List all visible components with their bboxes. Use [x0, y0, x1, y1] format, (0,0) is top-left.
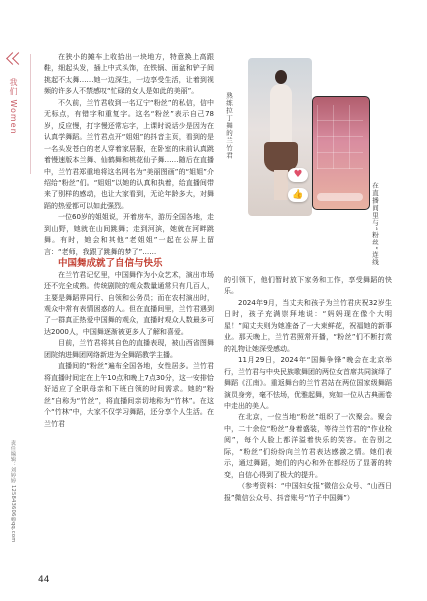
thumbs-up-icon: 👍: [288, 188, 308, 202]
double-chevron-icon: [6, 52, 24, 66]
paragraph: 在狭小的摊车上收拾出一块地方，特意换上高跟鞋，细起头发，插上中式头饰，在铁锅、面盆和铲子间挑起不太舞……她一边深生，一边享受生活，让着到视频的许多人不禁感叹“忙碌的女人是如此的美丽”。: [44, 53, 214, 96]
paragraph: 11月29日，2024年“国舞争锋”晚会在北京举行，兰竹君与中央民族歌舞团的两位女首席共同演绎了舞蹈《江南》。重返舞台的兰竹君站在两位国家级舞蹈演员身旁，毫不怯场，优雅起舞，宛如一位从古典画卷中走出的美人。: [224, 356, 392, 410]
margin-divider: [30, 54, 31, 174]
paragraph: 直播间的“粉丝”遍布全国各地，女性居多。兰竹君将直播时间定在上午10点和晚上7点30分，这一安排恰好适应了全职母亲和下班白领的时间需求。她的“粉丝”自称为“竹丝”，将直播间亲切地称为“竹林”。在这个“竹林”中，大家不仅学习舞蹈，还分享个人生活。在兰竹君: [44, 362, 214, 428]
left-article-column: [44, 52, 214, 430]
paragraph: 2024年9月，当丈夫和孩子为兰竹君庆祝32岁生日时，孩子充满崇拜地说：“妈妈现在像个大明星！”闻丈夫则为她准备了一大束鲜花，祝福她的新事业。那天晚上，兰竹君照常开播，“粉丝”们不断打赏的礼物让她深受感动。: [224, 298, 392, 353]
paragraph: 不久前，兰竹君收到一名辽宁“粉丝”的私信，信中无标点，有错字和重复字。这名“粉丝”表示自己78岁，反应慢，打字慢还常忘字，上课时说话少是因为在认真学舞蹈。兰竹君点开“姐姐”的抖音主页，看到的是一名头发苍白的老人穿着家居服，在卧室的床前认真跳着慢速版本兰舞、仙鹤舞和桃花仙子舞……随后在直播中，兰竹君郑重地将这名网名为“美丽图画”的“姐姐”介绍给“粉丝”们。“姐姐”以她的认真和执着，给直播间带来了别样的感动，也让大家看到，无论年龄多大，对舞蹈的热爱都可以如此强烈。: [44, 98, 214, 210]
photo-caption-right: 在直播间里与“粉丝”连线: [371, 182, 379, 266]
section-heading: 中国舞成就了自信与快乐: [58, 258, 163, 270]
livestream-phone-photo: [312, 96, 370, 210]
column-label: 我们 Women: [9, 78, 18, 135]
editor-credit: 责任编辑：刘婷婷 125843606@qq.com: [10, 440, 16, 543]
paragraph: 目前，兰竹君将其自色的直播表现，被山西省图舞团院纳进舞团网络新进为全舞蹈教学主播。: [44, 339, 214, 359]
paragraph: 在兰竹君记忆里，中国舞作为小众艺术，演出市场还不完全成熟。传统剧院的观众数量通常只有几百人，主要是舞蹈界同行、自领和公务员；而在农村演出时，观众中常有表情困惑的人。但在直播间里，兰竹君遇到了一群真正热爱中国舞的观众，直播时观众人数最多可达2000人，中国舞逐渐被更多人了解和喜爱。: [44, 270, 214, 336]
right-article-column: [224, 275, 392, 504]
paragraph: 一位60岁的姐姐说，开着房车，游历全国各地，走到山野，她就在山间跳舞；走到河滨，她就在河畔跳舞。有时，她会和其他“老姐姐”一起在公屏上留言：“老师，我跟了跳舞的梦了”……: [44, 213, 214, 256]
paragraph: 在北京，一位当地“粉丝”组织了一次聚会。聚会中，二十余位“粉丝”身着盛装，等待兰竹君的“作业检阅”，每个人脸上都洋溢着快乐的笑容。在告别之际，“粉丝”们纷纷向兰竹君表达感激之情。她们表示，通过舞蹈，她们的内心和外在都经历了显著的转变，自信心得到了极大的提升。: [224, 413, 392, 479]
page-number: 44: [38, 575, 50, 585]
paragraph: 的引领下，他们暂时放下家务和工作，享受舞蹈的快乐。: [224, 276, 392, 296]
references: （参考资料：“中国妇女报”微信公众号、“山西日报”微信公众号、抖音账号“竹子中国舞”）: [224, 482, 392, 502]
photo-caption-left: 熟练拉丁舞的兰竹君: [225, 92, 233, 160]
heart-icon: ♥: [288, 168, 308, 182]
photo-collage: [220, 52, 398, 269]
margin-column: [0, 0, 30, 601]
